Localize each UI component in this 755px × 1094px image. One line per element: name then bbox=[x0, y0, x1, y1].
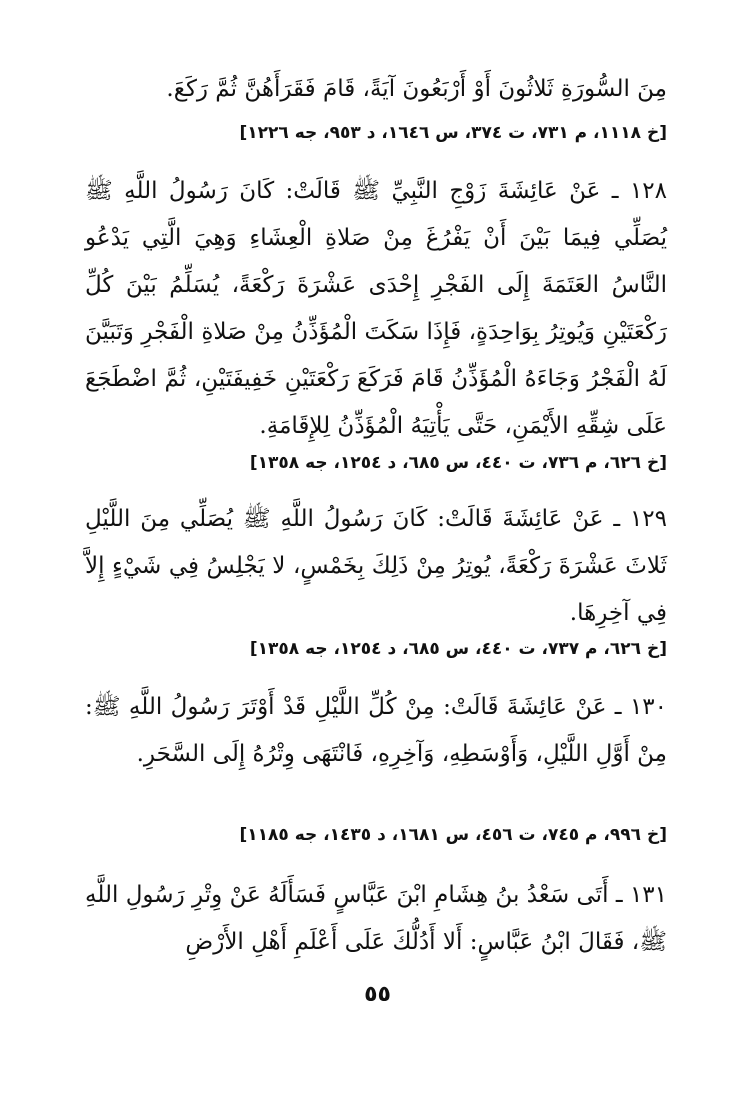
hadith-129-text: ١٢٩ ـ عَنْ عَائِشَةَ قَالَتْ: كَانَ رَسُولُ اللَّهِ ﷺ يُصَلِّي مِنَ اللَّيْلِ ثَلاثَ عَشْرَةَ رَكْعَةً، يُوتِرُ مِنْ ذَلِكَ بِخَمْسٍ، لا يَجْلِسُ فِي شَيْءٍ إِلاَّ فِي آخِرِهَا. bbox=[85, 506, 667, 626]
page-number: ٥٥ bbox=[364, 982, 391, 1007]
hadith-130-references: [خ ٩٩٦، م ٧٤٥، ت ٤٥٦، س ١٦٨١، د ١٤٣٥، جه ١١٨٥] bbox=[239, 825, 667, 845]
hadith-130-text: ١٣٠ ـ عَنْ عَائِشَةَ قَالَتْ: مِنْ كُلِّ اللَّيْلِ قَدْ أَوْتَرَ رَسُولُ اللَّهِ ﷺ: مِنْ أَوَّلِ اللَّيْلِ، وَأَوْسَطِهِ، وَآخِرِهِ، فَانْتَهَى وِتْرُهُ إِلَى السَّحَرِ. bbox=[85, 694, 667, 767]
hadith-131-text: ١٣١ ـ أَتَى سَعْدُ بنُ هِشَامِ ابْنَ عَبَّاسٍ فَسَأَلَهُ عَنْ وِتْرِ رَسُولِ اللَّهِ ﷺ، فَقَالَ ابْنُ عَبَّاسٍ: أَلا أَدُلُّكَ عَلَى أَعْلَمِ أَهْلِ الأَرْضِ bbox=[85, 882, 667, 955]
hadith-129-references: [خ ٦٢٦، م ٧٣٧، ت ٤٤٠، س ٦٨٥، د ١٢٥٤، جه ١٣٥٨] bbox=[249, 639, 667, 659]
hadith-references: [خ ١١١٨، م ٧٣١، ت ٣٧٤، س ١٦٤٦، د ٩٥٣، جه ١٢٢٦] bbox=[239, 123, 667, 143]
hadith-128-references: [خ ٦٢٦، م ٧٣٦، ت ٤٤٠، س ٦٨٥، د ١٢٥٤، جه ١٣٥٨] bbox=[249, 453, 667, 473]
hadith-128-text: ١٢٨ ـ عَنْ عَائِشَةَ زَوْجِ النَّبِيِّ ﷺ قَالَتْ: كَانَ رَسُولُ اللَّهِ ﷺ يُصَلِّي فِيمَا بَيْنَ أَنْ يَفْرُغَ مِنْ صَلاةِ الْعِشَاءِ وَهِيَ الَّتِي يَدْعُو النَّاسُ العَتَمَةَ إِلَى الفَجْرِ إِحْدَى عَشْرَةَ رَكْعَةً، يُسَلِّمُ بَيْنَ كُلِّ رَكْعَتَيْنِ وَيُوتِرُ بِوَاحِدَةٍ، فَإِذَا سَكَتَ الْمُؤَذِّنُ مِنْ صَلاةِ الْفَجْرِ وَتَبَيَّنَ لَهُ الْفَجْرُ وَجَاءَهُ الْمُؤَذِّنُ قَامَ فَرَكَعَ رَكْعَتَيْنِ خَفِيفَتَيْنِ، ثُمَّ اضْطَجَعَ عَلَى شِقِّهِ الأَيْمَنِ، حَتَّى يَأْتِيَهُ الْمُؤَذِّنُ لِلإِقَامَةِ. bbox=[85, 178, 667, 439]
continued-paragraph: مِنَ السُّورَةِ ثَلاثُونَ أَوْ أَرْبَعُونَ آيَةً، قَامَ فَقَرَأَهُنَّ ثُمَّ رَكَعَ. bbox=[166, 76, 667, 102]
